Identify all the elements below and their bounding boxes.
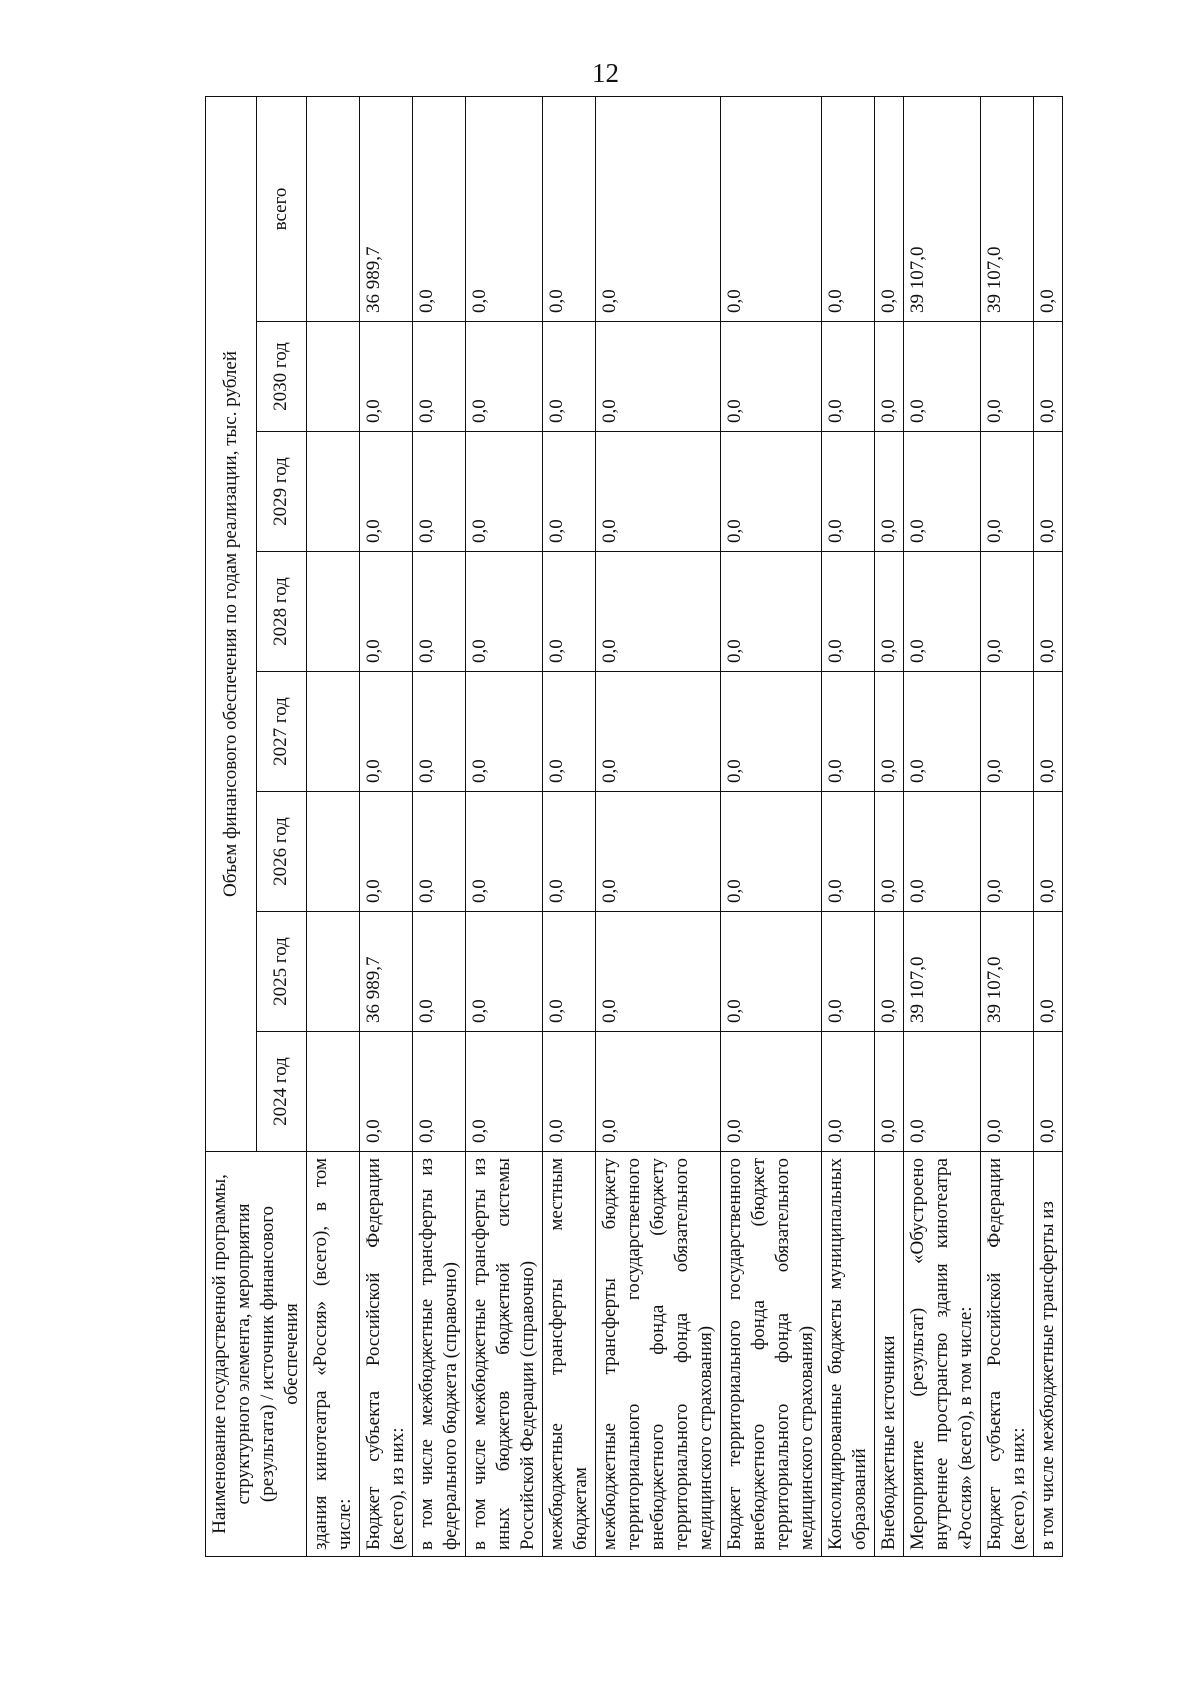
year-value-cell: 0,0 [981,322,1034,432]
year-value-cell: 0,0 [721,672,822,792]
total-value-cell: 0,0 [822,96,875,321]
year-value-cell: 0,0 [596,672,721,792]
year-value-cell: 0,0 [360,322,413,432]
year-value-cell: 0,0 [1034,1032,1063,1152]
financing-table [205,96,1063,1557]
year-value-cell: 0,0 [596,432,721,552]
table-row [413,96,466,1556]
year-value-cell: 0,0 [875,672,904,792]
year-header: 2026 год [256,792,307,912]
total-value-cell: 39 107,0 [981,96,1034,321]
year-header: 2027 год [256,672,307,792]
total-value-cell: 0,0 [543,96,596,321]
year-value-cell: 0,0 [543,432,596,552]
year-header: 2025 год [256,912,307,1032]
year-value-cell: 0,0 [981,792,1034,912]
year-value-cell: 0,0 [413,322,466,432]
year-value-cell: 0,0 [543,1032,596,1152]
year-value-cell: 0,0 [596,322,721,432]
year-value-cell: 0,0 [466,792,543,912]
year-header: 2030 год [256,322,307,432]
year-value-cell: 0,0 [543,792,596,912]
year-value-cell: 0,0 [360,1032,413,1152]
year-value-cell: 0,0 [981,432,1034,552]
year-value-cell: 0,0 [721,322,822,432]
year-value-cell: 0,0 [1034,912,1063,1032]
year-header: 2024 год [256,1032,307,1152]
row-name: межбюджетные трансферты местным бюджетам [543,1152,596,1557]
header-row-1 [206,96,257,1556]
year-value-cell: 0,0 [721,552,822,672]
total-value-cell [307,96,360,321]
year-value-cell: 0,0 [596,792,721,912]
year-value-cell: 0,0 [543,912,596,1032]
total-value-cell: 36 989,7 [360,96,413,321]
year-value-cell: 0,0 [466,672,543,792]
year-value-cell [307,322,360,432]
year-value-cell: 0,0 [466,912,543,1032]
year-value-cell: 0,0 [413,792,466,912]
row-name: Консолидированные бюджеты муниципальных образований [822,1152,875,1557]
page-number: 12 [592,58,619,88]
year-value-cell: 0,0 [721,432,822,552]
year-value-cell: 0,0 [413,552,466,672]
year-value-cell: 0,0 [413,1032,466,1152]
table-row [721,96,822,1556]
year-value-cell: 0,0 [543,552,596,672]
year-value-cell: 0,0 [466,1032,543,1152]
year-value-cell [307,792,360,912]
year-value-cell: 0,0 [981,1032,1034,1152]
row-name: Бюджет территориального государственного внебюджетного фонда (бюджет территориального фонда обязательного медицинского страхования) [721,1152,822,1557]
year-value-cell: 0,0 [822,1032,875,1152]
year-value-cell: 0,0 [875,432,904,552]
table-row [875,96,904,1556]
year-value-cell: 0,0 [822,322,875,432]
table-row [307,96,360,1556]
row-name: в том числе межбюджетные трансферты из [1034,1152,1063,1557]
year-value-cell: 0,0 [1034,792,1063,912]
rotated-table-container [205,97,1200,1557]
year-value-cell: 0,0 [822,912,875,1032]
total-header: всего [256,96,307,321]
year-value-cell: 0,0 [875,552,904,672]
total-value-cell: 0,0 [466,96,543,321]
year-value-cell: 0,0 [875,792,904,912]
year-value-cell: 0,0 [1034,432,1063,552]
table-row [904,96,981,1556]
table-row [543,96,596,1556]
year-value-cell: 0,0 [904,552,981,672]
year-value-cell: 0,0 [721,912,822,1032]
year-value-cell: 0,0 [466,552,543,672]
year-value-cell: 0,0 [721,792,822,912]
year-value-cell: 0,0 [822,552,875,672]
row-name: в том числе межбюджетные трансферты из федерального бюджета (справочно) [413,1152,466,1557]
year-value-cell: 0,0 [1034,672,1063,792]
table-row [466,96,543,1556]
year-value-cell: 0,0 [904,432,981,552]
year-value-cell: 0,0 [543,672,596,792]
total-value-cell: 0,0 [721,96,822,321]
year-header: 2028 год [256,552,307,672]
table-body [307,96,1063,1556]
year-value-cell: 0,0 [904,322,981,432]
name-column-header: Наименование государственной программы, структурного элемента, мероприятия (результата) / источник финансового обеспечения [206,1152,307,1557]
volume-header: Объем финансового обеспечения по годам реализации, тыс. рублей [206,96,257,1151]
year-value-cell: 0,0 [360,792,413,912]
year-value-cell [307,432,360,552]
row-name: здания кинотеатра «Россия» (всего), в том числе: [307,1152,360,1557]
year-value-cell: 0,0 [466,322,543,432]
year-value-cell [307,672,360,792]
year-header: 2029 год [256,432,307,552]
table-row [360,96,413,1556]
year-value-cell: 0,0 [543,322,596,432]
year-value-cell: 0,0 [360,672,413,792]
table-row [596,96,721,1556]
year-value-cell: 0,0 [596,1032,721,1152]
row-name: Внебюджетные источники [875,1152,904,1557]
year-value-cell: 0,0 [1034,322,1063,432]
year-value-cell: 0,0 [360,552,413,672]
year-value-cell: 0,0 [875,912,904,1032]
year-value-cell: 0,0 [360,432,413,552]
year-value-cell: 0,0 [904,792,981,912]
table-row [981,96,1034,1556]
year-value-cell: 0,0 [822,792,875,912]
total-value-cell: 0,0 [875,96,904,321]
row-name: Бюджет субъекта Российской Федерации (всего), из них: [981,1152,1034,1557]
year-value-cell [307,1032,360,1152]
total-value-cell: 0,0 [1034,96,1063,321]
year-value-cell: 39 107,0 [904,912,981,1032]
year-value-cell: 0,0 [981,672,1034,792]
row-name: межбюджетные трансферты бюджету территориального государственного внебюджетного фонда (бюджету территориального фонда обязательного медицинского страхования) [596,1152,721,1557]
year-value-cell: 0,0 [466,432,543,552]
total-value-cell: 0,0 [596,96,721,321]
total-value-cell: 39 107,0 [904,96,981,321]
year-value-cell: 0,0 [413,432,466,552]
row-name: Бюджет субъекта Российской Федерации (всего), из них: [360,1152,413,1557]
year-value-cell: 0,0 [721,1032,822,1152]
year-value-cell: 0,0 [904,1032,981,1152]
year-value-cell: 0,0 [822,672,875,792]
row-name: в том числе межбюджетные трансферты из иных бюджетов бюджетной системы Российской Федерации (справочно) [466,1152,543,1557]
year-value-cell: 0,0 [822,432,875,552]
total-value-cell: 0,0 [413,96,466,321]
year-value-cell: 0,0 [981,552,1034,672]
year-value-cell [307,912,360,1032]
year-value-cell: 0,0 [413,672,466,792]
year-value-cell: 36 989,7 [360,912,413,1032]
table-row [1034,96,1063,1556]
year-value-cell: 0,0 [904,672,981,792]
year-value-cell: 0,0 [596,912,721,1032]
year-value-cell: 39 107,0 [981,912,1034,1032]
year-value-cell [307,552,360,672]
table-row [822,96,875,1556]
year-value-cell: 0,0 [596,552,721,672]
year-value-cell: 0,0 [875,322,904,432]
row-name: Мероприятие (результат) «Обустроено внутреннее пространство здания кинотеатра «Россия» (всего), в том числе: [904,1152,981,1557]
year-value-cell: 0,0 [1034,552,1063,672]
year-value-cell: 0,0 [413,912,466,1032]
year-value-cell: 0,0 [875,1032,904,1152]
